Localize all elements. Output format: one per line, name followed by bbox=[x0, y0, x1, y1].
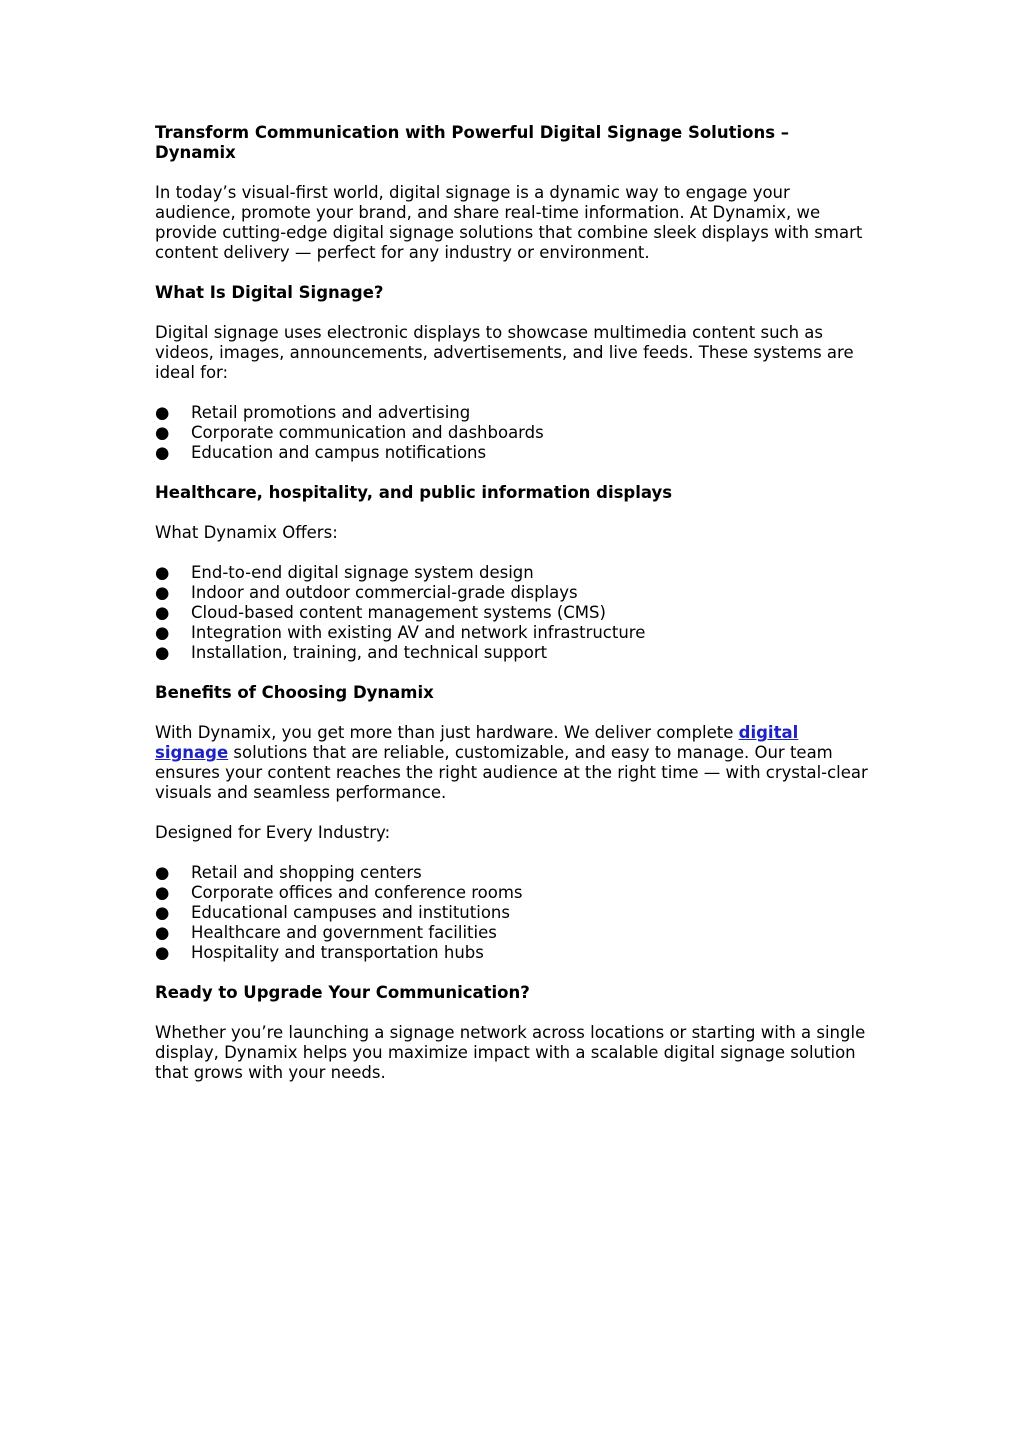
list-item bbox=[155, 403, 875, 423]
bullet-icon: ● bbox=[155, 623, 170, 642]
list-item bbox=[155, 883, 875, 903]
bullet-icon: ● bbox=[155, 563, 170, 582]
bullet-list-offers bbox=[155, 563, 875, 663]
page-title: Transform Communication with Powerful Digital Signage Solutions – Dynamix bbox=[155, 123, 790, 162]
list-item-text: Corporate communication and dashboards bbox=[191, 423, 544, 442]
bullet-icon: ● bbox=[155, 943, 170, 962]
list-item bbox=[155, 583, 875, 603]
bullet-icon: ● bbox=[155, 603, 170, 622]
intro-paragraph: In today’s visual-first world, digital signage is a dynamic way to engage your audience, promote your brand, and share real-time information. At Dynamix, we provide cutting-edge digital signage solutions that combine sleek displays with smart content delivery — perfect for any industry or environment. bbox=[155, 183, 863, 262]
list-item bbox=[155, 863, 875, 883]
list-item-text: Indoor and outdoor commercial-grade displays bbox=[191, 583, 578, 602]
list-item bbox=[155, 623, 875, 643]
list-item bbox=[155, 923, 875, 943]
list-item bbox=[155, 423, 875, 443]
bullet-icon: ● bbox=[155, 863, 170, 882]
section-paragraph-what-is: Digital signage uses electronic displays to showcase multimedia content such as videos, images, announcements, advertisements, and live feeds. These systems are ideal for: bbox=[155, 323, 854, 382]
list-item-text: Healthcare and government facilities bbox=[191, 923, 497, 942]
list-item-text: Retail and shopping centers bbox=[191, 863, 422, 882]
list-item bbox=[155, 903, 875, 923]
bullet-icon: ● bbox=[155, 583, 170, 602]
section-lead-offers: What Dynamix Offers: bbox=[155, 523, 338, 542]
list-item-text: Educational campuses and institutions bbox=[191, 903, 510, 922]
section-paragraph-benefits bbox=[155, 723, 875, 803]
list-item bbox=[155, 443, 875, 463]
list-item-text: Installation, training, and technical support bbox=[191, 643, 548, 662]
digital-signage-link[interactable]: digital signage bbox=[155, 723, 799, 762]
section-lead-industry: Designed for Every Industry: bbox=[155, 823, 391, 842]
bullet-icon: ● bbox=[155, 883, 170, 902]
section-paragraph-ready: Whether you’re launching a signage network across locations or starting with a single display, Dynamix helps you maximize impact with a scalable digital signage solution that grows with your needs. bbox=[155, 1023, 866, 1082]
bullet-icon: ● bbox=[155, 923, 170, 942]
list-item-text: Cloud-based content management systems (CMS) bbox=[191, 603, 606, 622]
section-heading-healthcare: Healthcare, hospitality, and public information displays bbox=[155, 483, 673, 502]
benefits-text-before: With Dynamix, you get more than just hardware. We deliver complete bbox=[155, 723, 739, 742]
section-heading-benefits: Benefits of Choosing Dynamix bbox=[155, 683, 434, 702]
bullet-list-industries bbox=[155, 863, 875, 963]
list-item-text: Education and campus notifications bbox=[191, 443, 487, 462]
benefits-text-after: solutions that are reliable, customizable, and easy to manage. Our team ensures your content reaches the right audience at the right time — with crystal-clear visuals and seamless performance. bbox=[155, 743, 868, 802]
section-heading-ready: Ready to Upgrade Your Communication? bbox=[155, 983, 530, 1002]
list-item-text: Hospitality and transportation hubs bbox=[191, 943, 484, 962]
bullet-icon: ● bbox=[155, 903, 170, 922]
list-item bbox=[155, 643, 875, 663]
list-item-text: Integration with existing AV and network infrastructure bbox=[191, 623, 646, 642]
bullet-icon: ● bbox=[155, 443, 170, 462]
bullet-list-uses bbox=[155, 403, 875, 463]
list-item-text: Corporate offices and conference rooms bbox=[191, 883, 523, 902]
bullet-icon: ● bbox=[155, 643, 170, 662]
document-page bbox=[155, 123, 875, 1103]
section-heading-what-is: What Is Digital Signage? bbox=[155, 283, 384, 302]
list-item bbox=[155, 603, 875, 623]
bullet-icon: ● bbox=[155, 403, 170, 422]
list-item bbox=[155, 563, 875, 583]
list-item-text: Retail promotions and advertising bbox=[191, 403, 471, 422]
list-item-text: End-to-end digital signage system design bbox=[191, 563, 534, 582]
bullet-icon: ● bbox=[155, 423, 170, 442]
list-item bbox=[155, 943, 875, 963]
